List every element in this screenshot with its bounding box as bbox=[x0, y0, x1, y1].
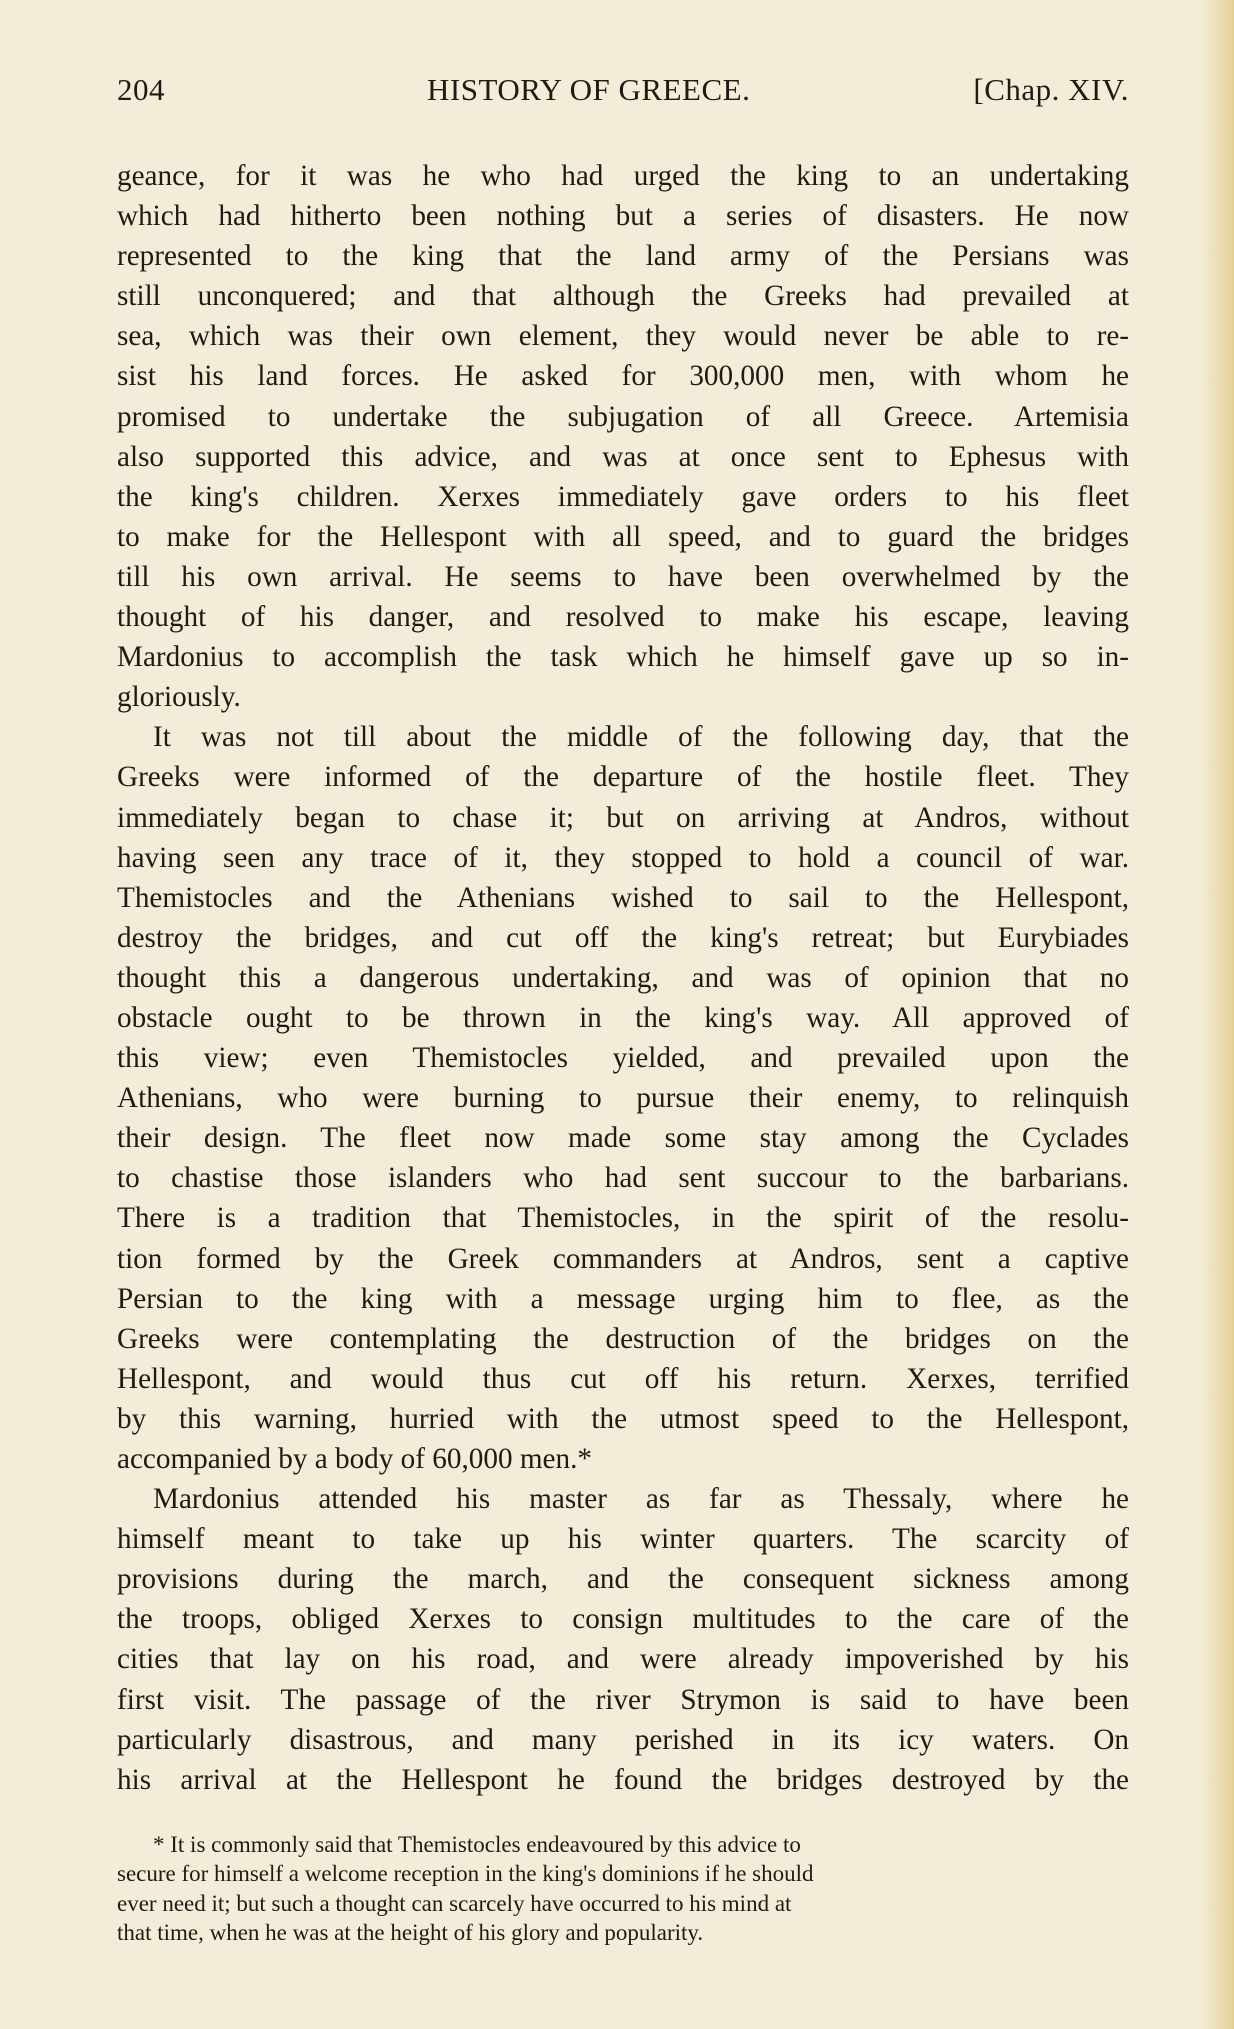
text-line: first visit. The passage of the river Strymon is said to have been bbox=[117, 1683, 1129, 1716]
text-line: the king's children. Xerxes immediately gave orders to his fleet bbox=[117, 480, 1129, 513]
text-line: his arrival at the Hellespont he found the bridges destroyed by the bbox=[117, 1763, 1129, 1796]
text-line: himself meant to take up his winter quarters. The scarcity of bbox=[117, 1523, 1129, 1556]
text-line: sea, which was their own element, they would never be able to re- bbox=[117, 320, 1129, 353]
text-line: to chastise those islanders who had sent succour to the barbarians. bbox=[117, 1162, 1129, 1195]
text-line: gloriously. bbox=[117, 681, 241, 714]
page-edge-shadow bbox=[1200, 0, 1234, 2029]
text-line: It was not till about the middle of the following day, that the bbox=[153, 721, 1129, 754]
running-head bbox=[117, 72, 1129, 116]
text-line: which had hitherto been nothing but a series of disasters. He now bbox=[117, 200, 1129, 233]
text-line: having seen any trace of it, they stopped to hold a council of war. bbox=[117, 841, 1129, 874]
text-line: thought of his danger, and resolved to make his escape, leaving bbox=[117, 601, 1129, 634]
text-line: provisions during the march, and the consequent sickness among bbox=[117, 1563, 1129, 1596]
paragraph bbox=[117, 717, 1129, 1479]
paragraph bbox=[117, 1479, 1129, 1800]
text-line: accompanied by a body of 60,000 men.* bbox=[117, 1443, 592, 1475]
paragraph bbox=[117, 156, 1129, 717]
text-line: their design. The fleet now made some stay among the Cyclades bbox=[117, 1122, 1129, 1155]
text-line: to make for the Hellespont with all speed, and to guard the bridges bbox=[117, 520, 1129, 553]
chapter-reference: [Chap. XIV. bbox=[973, 72, 1129, 107]
footnote-line: that time, when he was at the height of his glory and popularity. bbox=[117, 1920, 704, 1946]
text-line: immediately began to chase it; but on arriving at Andros, without bbox=[117, 801, 1129, 834]
text-line: particularly disastrous, and many perished in its icy waters. On bbox=[117, 1723, 1129, 1756]
text-line: Mardonius to accomplish the task which he himself gave up so in- bbox=[117, 641, 1129, 674]
running-title: HISTORY OF GREECE. bbox=[427, 72, 751, 107]
text-line: destroy the bridges, and cut off the king's retreat; but Eurybiades bbox=[117, 921, 1129, 954]
text-line: Greeks were contemplating the destruction of the bridges on the bbox=[117, 1322, 1129, 1355]
book-page bbox=[117, 72, 1129, 1948]
body-text bbox=[117, 156, 1129, 1800]
text-line: by this warning, hurried with the utmost speed to the Hellespont, bbox=[117, 1402, 1129, 1435]
text-line: Greeks were informed of the departure of the hostile fleet. They bbox=[117, 761, 1129, 794]
page-number: 204 bbox=[117, 72, 165, 107]
text-line: Persian to the king with a message urging him to flee, as the bbox=[117, 1282, 1129, 1315]
footnote bbox=[117, 1830, 1129, 1948]
text-line: thought this a dangerous undertaking, and was of opinion that no bbox=[117, 961, 1129, 994]
text-line: obstacle ought to be thrown in the king's way. All approved of bbox=[117, 1001, 1129, 1034]
text-line: There is a tradition that Themistocles, in the spirit of the resolu- bbox=[117, 1202, 1129, 1235]
text-line: cities that lay on his road, and were already impoverished by his bbox=[117, 1643, 1129, 1676]
text-line: tion formed by the Greek commanders at Andros, sent a captive bbox=[117, 1242, 1129, 1275]
text-line: still unconquered; and that although the Greeks had prevailed at bbox=[117, 280, 1129, 313]
text-line: geance, for it was he who had urged the king to an undertaking bbox=[117, 160, 1129, 192]
text-line: sist his land forces. He asked for 300,000 men, with whom he bbox=[117, 360, 1129, 393]
footnote-line: ever need it; but such a thought can scarcely have occurred to his mind at bbox=[117, 1890, 792, 1916]
text-line: Hellespont, and would thus cut off his return. Xerxes, terrified bbox=[117, 1362, 1129, 1395]
text-line: the troops, obliged Xerxes to consign multitudes to the care of the bbox=[117, 1603, 1129, 1636]
text-line: promised to undertake the subjugation of all Greece. Artemisia bbox=[117, 400, 1129, 433]
text-line: till his own arrival. He seems to have been overwhelmed by the bbox=[117, 560, 1129, 593]
text-line: also supported this advice, and was at once sent to Ephesus with bbox=[117, 440, 1129, 473]
text-line: represented to the king that the land army of the Persians was bbox=[117, 240, 1129, 273]
text-line: this view; even Themistocles yielded, and prevailed upon the bbox=[117, 1042, 1129, 1075]
text-line: Themistocles and the Athenians wished to sail to the Hellespont, bbox=[117, 881, 1129, 914]
footnote-line: * It is commonly said that Themistocles endeavoured by this advice to bbox=[153, 1831, 801, 1857]
text-line: Athenians, who were burning to pursue their enemy, to relinquish bbox=[117, 1082, 1129, 1115]
text-line: Mardonius attended his master as far as Thessaly, where he bbox=[153, 1483, 1129, 1516]
footnote-line: secure for himself a welcome reception in the king's dominions if he should bbox=[117, 1861, 814, 1887]
